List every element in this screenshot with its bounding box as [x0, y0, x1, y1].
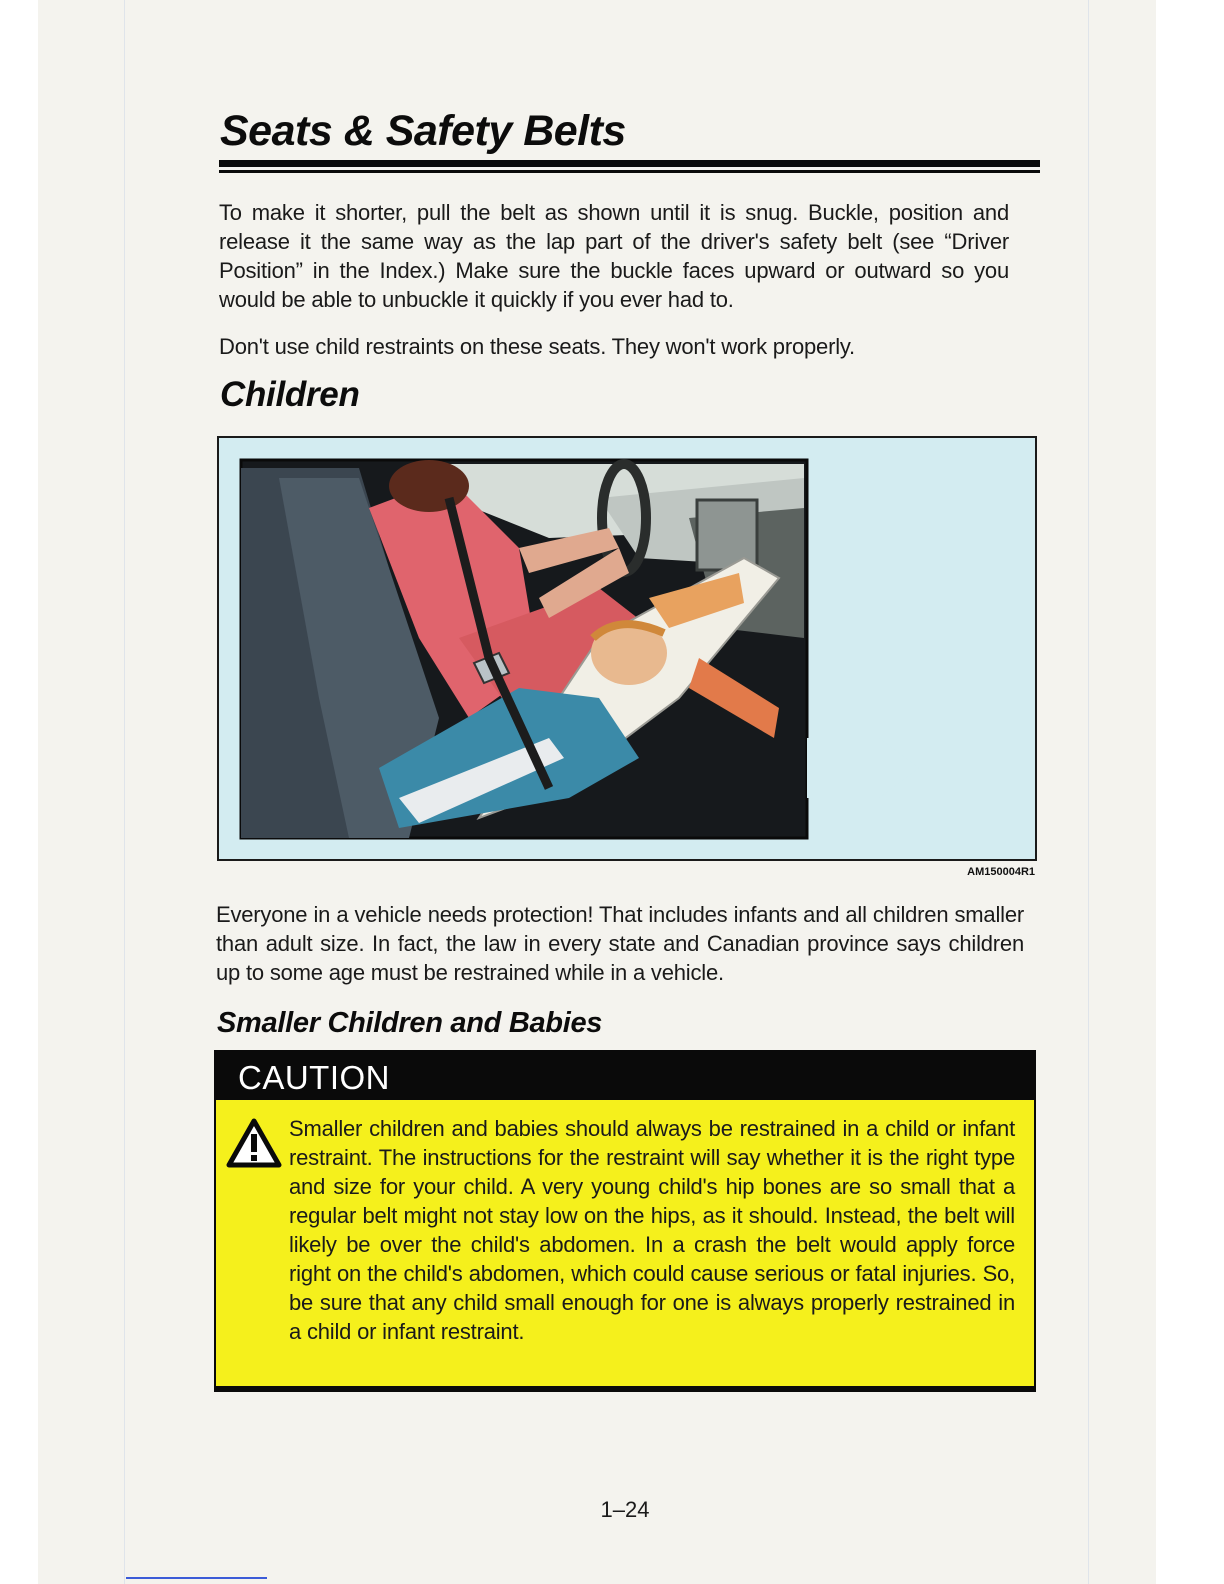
section-title: Seats & Safety Belts: [220, 107, 626, 155]
heading-children: Children: [220, 375, 360, 414]
paragraph-belt-adjust: To make it shorter, pull the belt as shown until it is snug. Buckle, position and release it the same way as the lap part of the driver's safety belt (see “Driver Position” in the Index.) Make sure the buckle faces upward or outward so you would be able to unbuckle it quickly if you ever had to.: [219, 200, 1009, 312]
paragraph-everyone-protection: Everyone in a vehicle needs protection! That includes infants and all children smaller than adult size. In fact, the law in every state and Canadian province says children up to some age must be restrained while in a vehicle.: [216, 902, 1024, 985]
page-margin-line-right: [1088, 0, 1089, 1584]
caution-box: [214, 1050, 1036, 1392]
bottom-link-underline[interactable]: [126, 1577, 267, 1579]
figure-code: AM150004R1: [967, 866, 1035, 878]
child-seat-illustration: [217, 436, 1037, 861]
caution-header: [216, 1052, 1034, 1100]
caution-label: CAUTION: [238, 1059, 390, 1096]
page-margin-line-left: [124, 0, 125, 1584]
title-rule-thick: [219, 160, 1040, 167]
caution-text: Smaller children and babies should always be restrained in a child or infant restraint. The instructions for the restraint will say whether it is the right type and size for your child. A very young child's hip bones are so small that a regular belt might not stay low on the hips, as it should. Instead, the belt will likely be over the child's abdomen. In a crash the belt would apply force right on the child's abdomen, which could cause serious or fatal injuries. So, be sure that any child small enough for one is always properly restrained in a child or infant restraint.: [289, 1116, 1015, 1344]
paragraph-no-child-restraints: Don't use child restraints on these seats. They won't work properly.: [219, 334, 855, 359]
illustration-drawing: [219, 438, 1035, 859]
heading-smaller-children: Smaller Children and Babies: [217, 1007, 603, 1039]
warning-triangle-icon: [226, 1118, 282, 1168]
page-number: 1–24: [600, 1497, 650, 1522]
title-rule-thin: [219, 170, 1040, 173]
